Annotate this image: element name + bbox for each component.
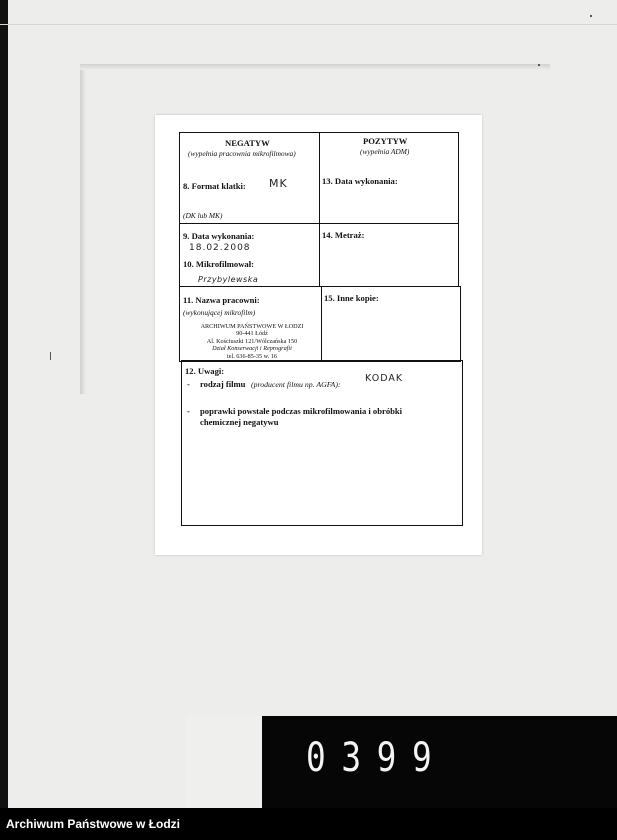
address-line: tel. 636-85-35 w. 16 (227, 352, 277, 360)
field8-label: 8. Format klatki: (183, 181, 246, 191)
pozytyw-title: POZYTYW (363, 136, 408, 146)
bullet: - (187, 406, 190, 416)
shadow-vertical (80, 64, 86, 394)
speck (590, 15, 592, 17)
field11-hint: (wykonującej mikrofilm) (183, 308, 256, 317)
field14-label: 14. Metraż: (322, 230, 365, 240)
pozytyw-subtitle: (wypełnia ADM) (360, 147, 410, 156)
frame-line (0, 24, 617, 25)
shadow-horizontal (80, 64, 550, 70)
speck (50, 352, 51, 360)
field11-address (185, 323, 319, 360)
address-line: 90-441 Łódź (236, 330, 268, 338)
address-line: Dział Konserwacji i Reprografii (212, 345, 292, 353)
field15-label: 15. Inne kopie: (324, 293, 379, 303)
negatyw-title: NEGATYW (225, 138, 270, 148)
corrections-line2: chemicznej negatywu (200, 417, 279, 427)
form-sheet (155, 115, 482, 555)
field9-value: 18.02.2008 (189, 243, 251, 253)
speck (538, 64, 540, 66)
bullet: - (187, 379, 190, 389)
field10-label: 10. Mikrofilmował: (183, 259, 254, 269)
field12-label: 12. Uwagi: (185, 366, 225, 376)
address-line: ARCHIWUM PAŃSTWOWE W ŁODZI (200, 323, 304, 330)
film-type-hint: (producent filmu np. AGFA): (251, 380, 341, 389)
field8-value: MK (269, 177, 288, 190)
film-type-value: KODAK (365, 373, 404, 384)
negatyw-subtitle: (wypełnia pracownia mikrofilmowa) (188, 149, 296, 158)
footer (0, 808, 617, 840)
field10-signature: Przybylewska (198, 275, 259, 284)
film-edge (0, 0, 8, 808)
field11-label: 11. Nazwa pracowni: (183, 295, 260, 305)
counter-tab (186, 716, 266, 808)
address-line: Al. Kościuszki 121/Wólczańska 150 (206, 337, 298, 345)
field13-label: 13. Data wykonania: (322, 176, 398, 186)
field8-hint: (DK lub MK) (183, 211, 223, 220)
footer-label: Archiwum Państwowe w Łodzi (6, 817, 181, 831)
film-type-label: rodzaj filmu (200, 379, 246, 389)
field9-label: 9. Data wykonania: (183, 231, 255, 241)
frame-counter: 0399 (306, 735, 448, 781)
corrections-line1: poprawki powstałe podczas mikrofilmowania i obróbki (200, 406, 403, 416)
